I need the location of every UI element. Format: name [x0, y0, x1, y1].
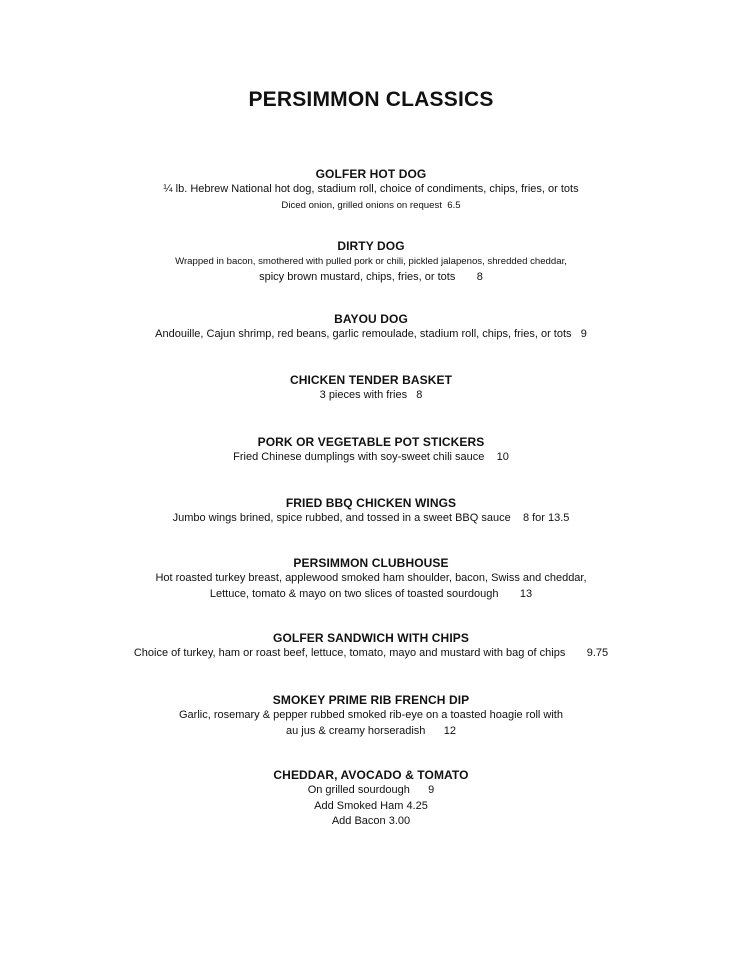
item-name: FRIED BBQ CHICKEN WINGS [285, 496, 457, 510]
item-name: GOLFER HOT DOG [315, 167, 427, 181]
menu-item-golfer-sandwich [0, 630, 742, 662]
menu-item-dirty-dog [0, 238, 742, 285]
item-description-line: Hot roasted turkey breast, applewood smoked ham shoulder, bacon, Swiss and cheddar, [155, 572, 587, 584]
item-description-line: Choice of turkey, ham or roast beef, lettuce, tomato, mayo and mustard with bag of chips 9.75 [133, 647, 609, 659]
item-description-line: Add Bacon 3.00 [331, 815, 411, 827]
item-description-line: Add Smoked Ham 4.25 [314, 799, 428, 812]
menu-item-cheddar-avocado-tomato [0, 767, 742, 830]
menu-item-french-dip [0, 692, 742, 739]
item-description-line: Jumbo wings brined, spice rubbed, and tossed in a sweet BBQ sauce 8 for 13.5 [172, 512, 570, 524]
menu-item-golfer-hot-dog [0, 166, 742, 213]
item-description-line: Lettuce, tomato & mayo on two slices of toasted sourdough 13 [209, 587, 533, 600]
item-description-line: Andouille, Cajun shrimp, red beans, garlic remoulade, stadium roll, chips, fries, or tots 9 [155, 328, 587, 340]
item-description-line: Wrapped in bacon, smothered with pulled pork or chili, pickled jalapenos, shredded cheddar, [175, 256, 567, 267]
item-description-line: spicy brown mustard, chips, fries, or tots 8 [259, 270, 483, 283]
item-name: CHICKEN TENDER BASKET [289, 373, 453, 387]
item-description-line: On grilled sourdough 9 [307, 784, 435, 796]
item-name: DIRTY DOG [337, 239, 405, 253]
item-name: SMOKEY PRIME RIB FRENCH DIP [272, 693, 470, 707]
menu-item-bbq-chicken-wings [0, 495, 742, 527]
menu-item-bayou-dog [0, 311, 742, 343]
item-name: GOLFER SANDWICH WITH CHIPS [273, 631, 469, 645]
item-name: PERSIMMON CLUBHOUSE [293, 556, 449, 570]
menu-item-chicken-tender-basket [0, 372, 742, 404]
item-description-line: au jus & creamy horseradish 12 [286, 724, 456, 737]
menu-title: PERSIMMON CLASSICS [248, 88, 494, 111]
item-description-line: ¼ lb. Hebrew National hot dog, stadium roll, choice of condiments, chips, fries, or tots [163, 183, 579, 195]
item-name: BAYOU DOG [334, 312, 408, 326]
menu-item-pot-stickers [0, 434, 742, 466]
item-description-line: 3 pieces with fries 8 [319, 389, 423, 401]
item-description-line: Diced onion, grilled onions on request 6.5 [281, 199, 461, 211]
item-name: CHEDDAR, AVOCADO & TOMATO [273, 768, 469, 782]
menu-item-persimmon-clubhouse [0, 555, 742, 602]
item-description-line: Fried Chinese dumplings with soy-sweet chili sauce 10 [233, 451, 509, 463]
item-name: PORK OR VEGETABLE POT STICKERS [257, 435, 485, 449]
item-description-line: Garlic, rosemary & pepper rubbed smoked rib-eye on a toasted hoagie roll with [179, 709, 563, 721]
